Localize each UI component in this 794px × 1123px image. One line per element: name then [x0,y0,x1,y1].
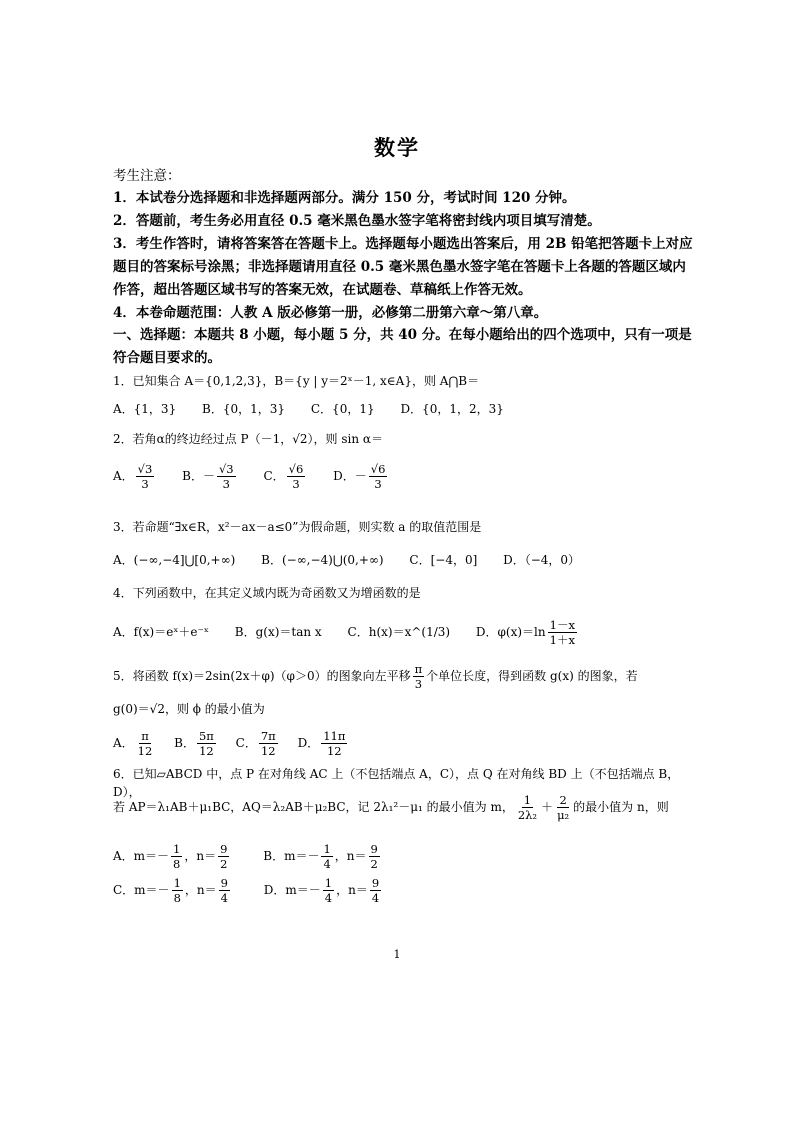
q6-b-n-fraction [369,842,380,871]
q5-option-d [298,729,350,758]
q6-b-n-label: ，n＝ [334,849,367,863]
q6-a-n-den: 2 [220,857,228,871]
q6-option-c [113,876,232,905]
question-4-stem: 4．下列函数中，在其定义域内既为奇函数又为增函数的是 [113,586,421,600]
q1-option-c: C．{0，1} [310,402,375,416]
question-6-stem-line2 [113,793,669,822]
q5-stem-a: 5．将函数 f(x)＝2sin(2x＋φ)（φ＞0）的图象向左平移 [113,669,411,683]
q4-option-b: B．g(x)＝tan x [234,625,322,639]
q2-c-label: C． [263,469,285,483]
q5-a-fraction [136,729,155,758]
q6-c-n-fraction [219,876,230,905]
q5-a-num: π [141,729,149,743]
q6-c-n-den: 4 [220,891,228,905]
question-1-options [113,400,526,418]
q4-option-c: C．h(x)＝x^(1/3) [347,625,451,639]
q2-b-den: 3 [222,477,230,491]
question-6-options-row1 [113,842,404,871]
q5-a-label: A． [113,736,134,750]
q5-d-num: 11π [323,729,346,743]
q6-d-n-den: 4 [371,891,380,905]
q5-stem-num: π [414,662,423,676]
q2-option-d [333,462,389,491]
q4-d-fraction [548,618,577,647]
q6-b-n-num: 9 [370,842,378,856]
q3-option-a: A．(−∞,−4]⋃[0,+∞) [113,553,236,567]
q4-option-d [476,618,579,647]
q2-d-num: √6 [370,462,386,476]
q6-a-label: A．m＝－ [113,849,170,863]
q6-a-n-num: 9 [220,842,228,856]
q6-a-m-num: 1 [173,842,181,856]
q5-b-label: B． [174,736,195,750]
q5-c-den: 12 [260,744,276,758]
q5-b-den: 12 [199,744,214,758]
q6-c-n-num: 9 [220,876,228,890]
q6-stem-fraction-2 [555,793,571,822]
q6-b-label: B．m＝－ [263,849,320,863]
page-title: 数学 [374,135,420,160]
q6-a-n-fraction [218,842,229,871]
question-1-stem: 1．已知集合 A＝{0,1,2,3}，B＝{y | y＝2ˣ－1, x∈A}，则 A⋂B＝ [113,374,480,388]
question-4-options [113,618,601,647]
q2-option-b [182,462,237,491]
question-3-options [113,551,602,569]
question-5-options [113,729,371,758]
q2-c-fraction [287,462,306,491]
q5-c-label: C． [235,736,257,750]
page-number: 1 [393,948,401,961]
q4-d-den: 1＋x [549,633,575,647]
q5-stem-fraction [413,662,425,691]
q5-d-label: D． [297,736,320,750]
section-heading: 一、选择题：本题共 8 小题，每小题 5 分，共 40 分。在每小题给出的四个选项中，只有一项是符合题目要求的。 [113,327,692,366]
q2-b-fraction [217,462,236,491]
q2-d-fraction [369,462,388,491]
q5-stem-b: 个单位长度，得到函数 g(x) 的图象，若 [426,669,638,683]
q5-option-b [174,729,218,758]
notice-heading-text: 考生注意： [113,168,181,184]
q6-option-a [113,842,231,871]
question-2-options [113,462,411,491]
q6-d-n-label: ，n＝ [336,883,368,897]
question-5-stem-line2: g(0)＝√2，则 ϕ 的最小值为 [113,702,265,716]
q6-stem-den1: 2λ₂ [517,808,538,822]
q5-c-num: 7π [260,729,276,743]
q6-stem-b2: 的最小值为 n，则 [573,800,669,814]
q4-d-num: 1－x [549,618,575,632]
q5-option-a [113,729,156,758]
q2-a-num: √3 [137,462,153,476]
q6-c-m-den: 8 [173,891,181,905]
q6-stem-plus: ＋ [541,800,554,814]
q2-d-label: D．－ [333,469,367,483]
q6-a-m-den: 8 [173,857,181,871]
q2-b-num: √3 [218,462,234,476]
q1-option-a: A．{1，3} [113,402,177,416]
q6-c-m-fraction [172,876,183,905]
q2-a-fraction [136,462,155,491]
q6-d-m-fraction [323,876,334,905]
question-6-stem-line1: 6．已知▱ABCD 中，点 P 在对角线 AC 上（不包括端点 A，C），点 Q 在对角线 BD 上（不包括端点 B，D）， [113,767,680,799]
q5-stem-den: 3 [414,677,423,691]
q5-option-c [236,729,280,758]
q5-a-den: 12 [137,744,153,758]
question-3-stem: 3．若命题“∃x∈R，x²－ax－a≤0”为假命题，则实数 a 的取值范围是 [113,520,482,534]
q6-b-m-fraction [321,842,332,871]
q6-b-m-num: 1 [323,842,331,856]
q3-option-d: D．（−4，0） [503,553,581,567]
notice-heading [113,165,693,188]
q5-d-fraction [321,729,347,758]
q2-a-den: 3 [141,477,149,491]
q5-b-fraction [197,729,216,758]
q3-option-c: C．[−4，0] [409,553,478,567]
q6-d-n-fraction [370,876,381,905]
q6-stem-den2: μ₂ [557,808,570,822]
q6-c-label: C．m＝－ [113,883,170,897]
q4-option-a: A．f(x)＝eˣ＋e⁻ˣ [113,625,209,639]
q6-a-n-label: ，n＝ [184,849,217,863]
notice-item-3: 3．考生作答时，请将答案答在答题卡上。选择题每小题选出答案后，用 2B 铅笔把答题卡上对应题目的答案标号涂黑；非选择题请用直径 0.5 毫米黑色墨水签字笔在答题卡上各题的答题区域内作答，超出答题区域书写的答案无效，在试题卷、草稿纸上作答无效。 [113,236,693,298]
q2-a-label: A． [113,469,134,483]
q1-option-b: B．{0，1，3} [202,402,286,416]
q6-option-d [264,876,383,905]
q6-c-m-num: 1 [173,876,181,890]
q2-c-den: 3 [292,477,300,491]
q6-stem-b1: 若 AP＝λ₁AB＋μ₁BC，AQ＝λ₂AB＋μ₂BC，记 2λ₁²－μ₁ 的最小值为 m， [113,800,514,814]
notice-item-4: 4．本卷命题范围：人教 A 版必修第一册，必修第二册第六章～第八章。 [113,305,548,321]
q2-d-den: 3 [374,477,382,491]
q2-c-num: √6 [288,462,304,476]
q3-option-b: B．(−∞,−4)⋃(0,+∞) [261,553,384,567]
q5-d-den: 12 [326,744,342,758]
q6-stem-fraction-1 [516,793,539,822]
q2-b-label: B．－ [182,469,215,483]
q6-d-m-num: 1 [324,876,333,890]
q2-option-c [263,462,307,491]
notice-item-1: 1．本试卷分选择题和非选择题两部分。满分 150 分，考试时间 120 分钟。 [113,190,576,206]
q4-d-label: D．φ(x)＝ln [475,625,546,639]
notice-item-2: 2．答题前，考生务必用直径 0.5 毫米黑色墨水签字笔将密封线内项目填写清楚。 [113,213,601,229]
q6-c-n-label: ，n＝ [184,883,217,897]
q6-a-m-fraction [171,842,182,871]
q6-d-n-num: 9 [371,876,380,890]
q6-stem-num1: 1 [523,793,532,807]
q6-b-n-den: 2 [370,857,378,871]
q5-b-num: 5π [198,729,214,743]
question-5-stem-line1 [113,662,638,691]
q5-c-fraction [259,729,278,758]
q1-option-d: D．{0，1，2，3} [400,402,504,416]
question-2-stem: 2．若角α的终边经过点 P（－1，√2），则 sin α＝ [113,432,384,446]
q6-b-m-den: 4 [323,857,331,871]
q6-option-b [263,842,382,871]
q6-d-label: D．m＝－ [263,883,321,897]
q2-option-a [113,462,156,491]
q6-stem-num2: 2 [559,793,567,807]
q6-d-m-den: 4 [324,891,333,905]
question-6-options-row2 [113,876,405,905]
